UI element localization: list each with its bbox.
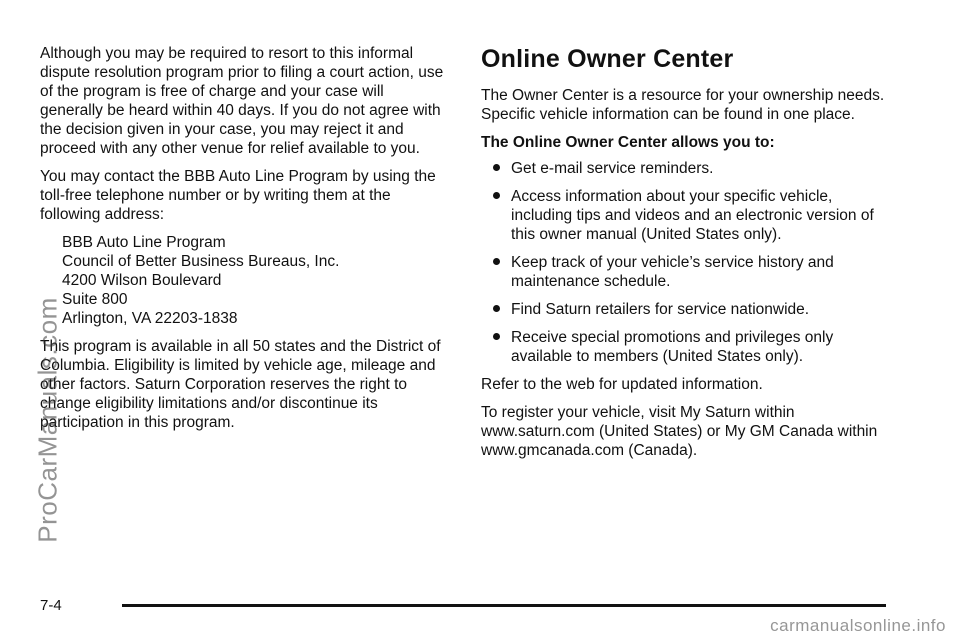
register-paragraph: To register your vehicle, visit My Saturn within www.saturn.com (United States) or My GM Canada within www.gmcanada.com (Canada). (481, 404, 878, 459)
footer-watermark: carmanualsonline.info (770, 616, 946, 635)
address-line: Suite 800 (62, 291, 128, 308)
list-item (481, 159, 891, 178)
list-item-text: Keep track of your vehicle’s service history and maintenance schedule. (511, 254, 834, 290)
right-column (481, 44, 891, 469)
eligibility-paragraph: This program is available in all 50 states and the District of Columbia. Eligibility is limited by vehicle age, mileage and other factors. Saturn Corporation reserves the right to change eligibility limitations and/or discontinue its participation in this program. (40, 338, 441, 431)
address-line: 4200 Wilson Boulevard (62, 272, 222, 289)
mailing-address (62, 233, 450, 328)
list-item (481, 253, 891, 291)
list-item-text: Receive special promotions and privileges only available to members (United States only). (511, 329, 834, 365)
list-lead: The Online Owner Center allows you to: (481, 134, 775, 151)
list-item-text: Access information about your specific vehicle, including tips and videos and an electronic version of this owner manual (United States only). (511, 188, 874, 243)
update-paragraph: Refer to the web for updated information. (481, 376, 763, 393)
side-watermark: ProCarManuals.com (32, 297, 63, 543)
bullet-icon (493, 192, 500, 199)
contact-paragraph: You may contact the BBB Auto Line Program by using the toll-free telephone number or by writing them at the following address: (40, 168, 436, 223)
list-item (481, 300, 891, 319)
address-line: Arlington, VA 22203-1838 (62, 310, 238, 327)
bullet-icon (493, 164, 500, 171)
feature-list (481, 159, 891, 366)
left-column (40, 44, 450, 441)
page-footer (40, 596, 890, 616)
footer-rule (122, 604, 886, 607)
list-item-text: Find Saturn retailers for service nationwide. (511, 301, 810, 318)
list-item (481, 328, 891, 366)
bullet-icon (493, 333, 500, 340)
bullet-icon (493, 305, 500, 312)
list-item (481, 187, 891, 244)
page-number: 7-4 (40, 597, 62, 614)
section-heading: Online Owner Center (481, 45, 734, 73)
list-item-text: Get e-mail service reminders. (511, 160, 714, 177)
dispute-paragraph: Although you may be required to resort to this informal dispute resolution program prior to filing a court action, use of the program is free of charge and your case will generally be heard within 40 days. If you do not agree with the decision given in your case, you may reject it and proceed with any other venue for relief available to you. (40, 45, 444, 157)
address-line: BBB Auto Line Program (62, 234, 226, 251)
bullet-icon (493, 258, 500, 265)
address-line: Council of Better Business Bureaus, Inc. (62, 253, 340, 270)
intro-paragraph: The Owner Center is a resource for your ownership needs. Specific vehicle information can be found in one place. (481, 87, 885, 123)
